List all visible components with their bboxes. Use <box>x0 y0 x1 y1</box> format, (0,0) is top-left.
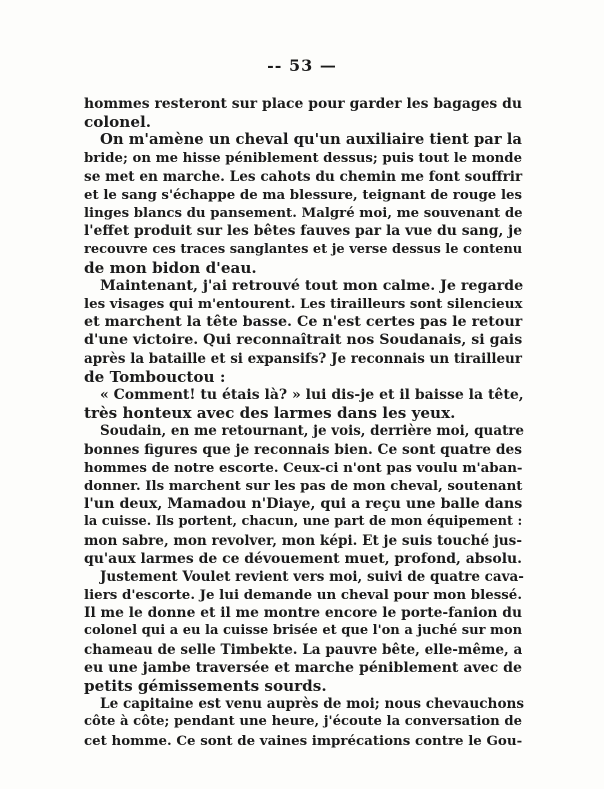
text-line: donner. Ils marchent sur les pas de mon cheval, soutenant <box>84 477 523 494</box>
text-line: d'une victoire. Qui reconnaîtrait nos Soudanais, si gais <box>84 332 523 349</box>
text-line: Justement Voulet revient vers moi, suivi de quatre cava- <box>100 568 524 585</box>
text-line: de mon bidon d'eau. <box>84 258 257 277</box>
text-line: linges blancs du pansement. Malgré moi, me souvenant de <box>84 205 523 222</box>
page-number: -- 53 — <box>267 56 337 75</box>
text-line: de Tombouctou : <box>84 367 226 386</box>
text-line: Le capitaine est venu auprès de moi; nous chevauchons <box>100 696 525 713</box>
text-line: bonnes figures que je reconnais bien. Ce sont quatre des <box>84 441 522 458</box>
text-line: et le sang s'échappe de ma blessure, teignant de rouge les <box>84 186 523 203</box>
text-line: colonel. <box>84 113 152 132</box>
text-line: très honteux avec des larmes dans les yeux. <box>84 404 456 423</box>
text-line: eu une jambe traversée et marche péniblement avec de <box>84 659 523 676</box>
text-line: liers d'escorte. Je lui demande un cheval pour mon blessé. <box>84 587 522 604</box>
text-line: On m'amène un cheval qu'un auxiliaire tient par la <box>100 131 522 149</box>
text-line: l'effet produit sur les bêtes fauves par la vue du sang, je <box>84 223 523 240</box>
text-line: Il me le donne et il me montre encore le porte-fanion du <box>84 605 522 622</box>
text-line: chameau de selle Timbekte. La pauvre bête, elle-même, a <box>84 641 523 658</box>
text-line: après la bataille et si expansifs? Je reconnais un tirailleur <box>84 350 522 367</box>
text-line: recouvre ces traces sanglantes et je verse dessus le contenu <box>84 241 523 257</box>
text-line: « Comment! tu étais là? » lui dis-je et il baisse la tête, <box>100 387 524 403</box>
text-line: Maintenant, j'ai retrouvé tout mon calme. Je regarde <box>100 277 524 294</box>
text-line: la cuisse. Ils portent, chacun, une part de mon équipement : <box>84 514 523 530</box>
text-line: et marchent la tête basse. Ce n'est certes pas le retour <box>84 314 523 331</box>
text-line: colonel qui a eu la cuisse brisée et que l'on a juché sur mon <box>84 623 523 639</box>
body-text <box>84 95 525 750</box>
text-line: hommes de notre escorte. Ceux-ci n'ont pas voulu m'aban- <box>84 459 523 476</box>
text-line: se met en marche. Les cahots du chemin me font souffrir <box>84 168 523 185</box>
text-line: côte à côte; pendant une heure, j'écoute la conversation de <box>84 714 522 730</box>
text-line: petits gémissements sourds. <box>84 677 327 695</box>
text-line: mon sabre, mon revolver, mon képi. Et je suis touché jus- <box>84 532 522 549</box>
text-line: Soudain, en me retournant, je vois, derrière moi, quatre <box>100 423 524 440</box>
text-line: l'un deux, Mamadou n'Diaye, qui a reçu une balle dans <box>84 496 523 513</box>
text-line: cet homme. Ce sont de vaines imprécations contre le Gou- <box>84 732 523 749</box>
text-line: qu'aux larmes de ce dévouement muet, profond, absolu. <box>84 550 523 567</box>
text-line: bride; on me hisse péniblement dessus; puis tout le monde <box>84 150 522 166</box>
text-line: les visages qui m'entourent. Les tirailleurs sont silencieux <box>84 296 523 313</box>
text-line: hommes resteront sur place pour garder les bagages du <box>84 96 522 112</box>
